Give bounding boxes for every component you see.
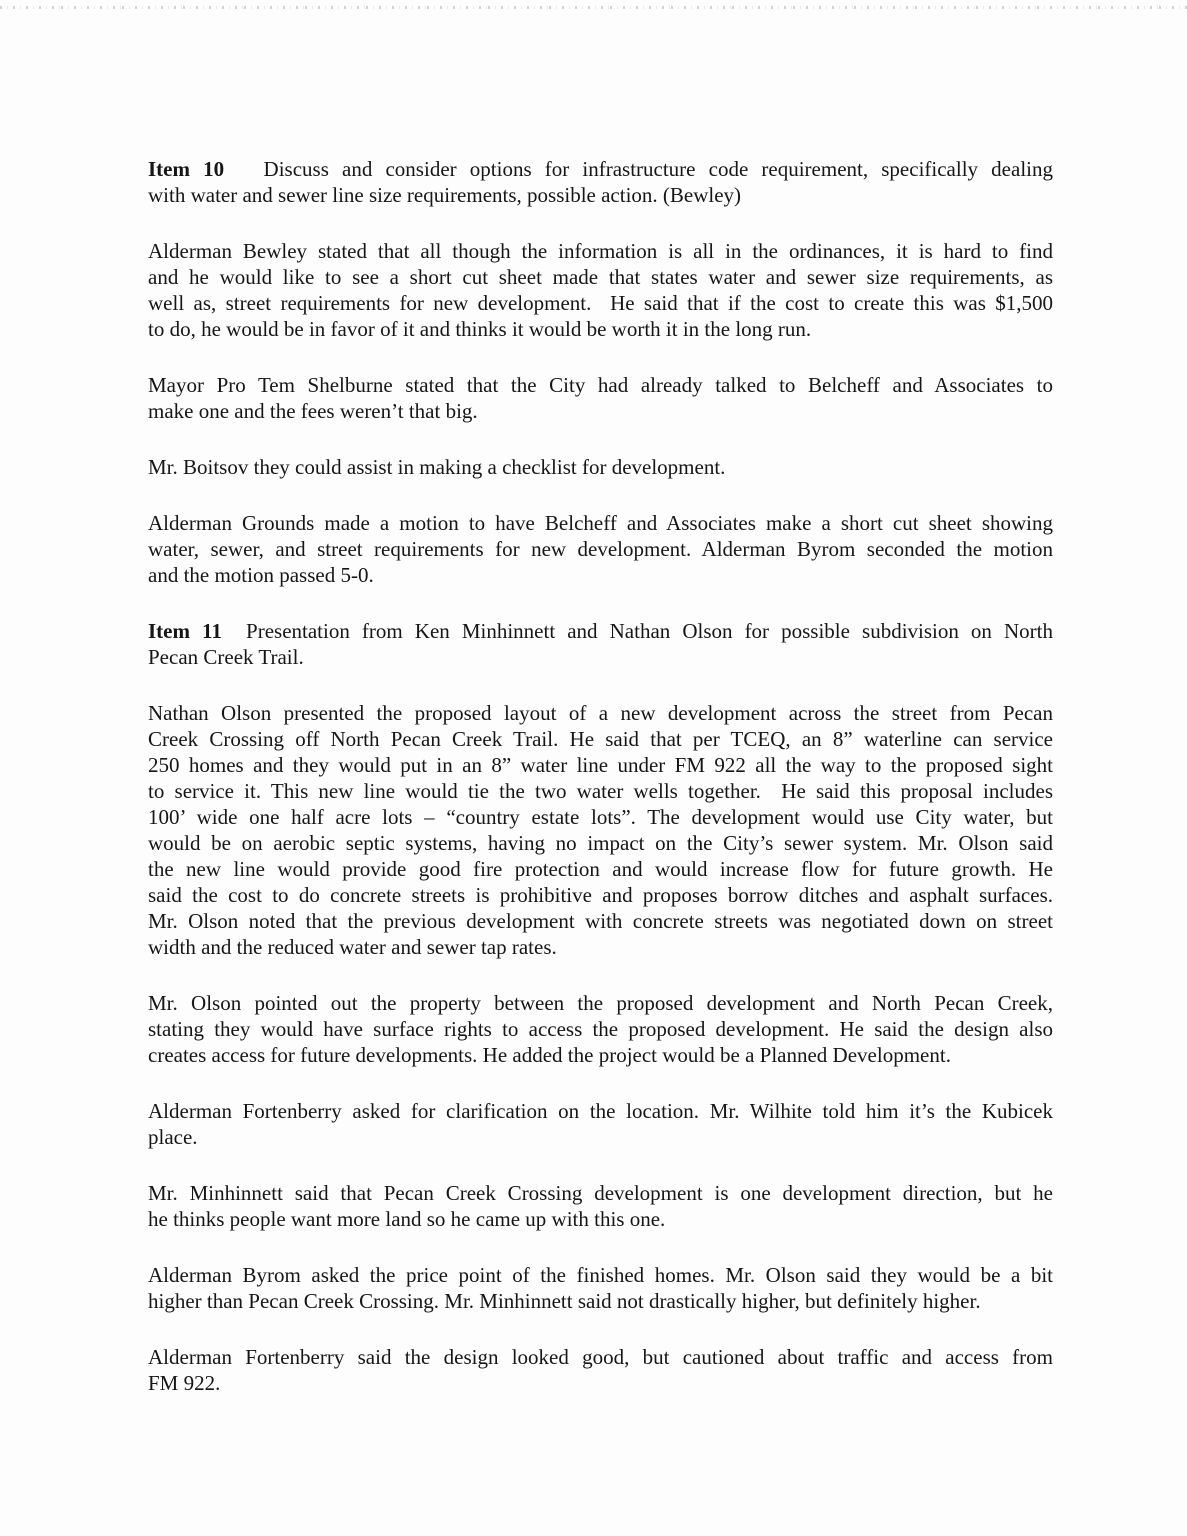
line-text: Presentation from Ken Minhinnett and Nathan Olson for possible subdivision on North [221,619,1053,643]
text-line: to do, he would be in favor of it and thinks it would be worth it in the long run. [148,317,812,341]
text-line: Nathan Olson presented the proposed layout of a new development across the street from Pecan [148,701,1053,725]
text-line: FM 922. [148,1371,221,1395]
paragraph [148,618,1053,670]
text-line: Alderman Fortenberry said the design looked good, but cautioned about traffic and access from [148,1345,1053,1369]
text-line: and he would like to see a short cut sheet made that states water and sewer size requirements, as [148,265,1053,289]
paragraph [148,700,1053,960]
text-line: 100’ wide one half acre lots – “country estate lots”. The development would use City water, but [148,805,1053,829]
text-line: higher than Pecan Creek Crossing. Mr. Minhinnett said not drastically higher, but definitely higher. [148,1289,981,1313]
text-line: creates access for future developments. He added the project would be a Planned Development. [148,1043,951,1067]
text-line: with water and sewer line size requirements, possible action. (Bewley) [148,183,742,207]
text-line: Alderman Grounds made a motion to have Belcheff and Associates make a short cut sheet showing [148,511,1053,535]
text-line: water, sewer, and street requirements for new development. Alderman Byrom seconded the motion [148,537,1053,561]
text-line: make one and the fees weren’t that big. [148,399,478,423]
text-line: Mr. Olson noted that the previous development with concrete streets was negotiated down on street [148,909,1053,933]
text-line: stating they would have surface rights to access the proposed development. He said the design also [148,1017,1053,1041]
line-text: Discuss and consider options for infrastructure code requirement, specifically dealing [224,157,1053,181]
text-line: Creek Crossing off North Pecan Creek Trail. He said that per TCEQ, an 8” waterline can service [148,727,1053,751]
scan-noise-artifact [0,4,1187,11]
paragraph [148,156,1053,208]
text-line: he thinks people want more land so he came up with this one. [148,1207,666,1231]
text-line [148,156,1053,182]
text-line: Mr. Olson pointed out the property between the proposed development and North Pecan Creek, [148,991,1053,1015]
text-line: to service it. This new line would tie the two water wells together. He said this proposal includes [148,779,1053,803]
paragraph [148,238,1053,342]
text-line: Pecan Creek Trail. [148,645,304,669]
paragraph [148,372,1053,424]
text-line [148,618,1053,644]
text-line: Alderman Bewley stated that all though the information is all in the ordinances, it is hard to find [148,239,1053,263]
paragraph [148,454,1053,480]
text-line: would be on aerobic septic systems, having no impact on the City’s sewer system. Mr. Olson said [148,831,1053,855]
text-line: Alderman Fortenberry asked for clarification on the location. Mr. Wilhite told him it’s the Kubicek [148,1099,1053,1123]
text-line: said the cost to do concrete streets is prohibitive and proposes borrow ditches and asphalt surfaces. [148,883,1053,907]
text-line: Mr. Minhinnett said that Pecan Creek Crossing development is one development direction, but he [148,1181,1053,1205]
minutes-text-body [148,156,1053,1426]
item-number-label: Item 10 [148,157,225,181]
paragraph [148,510,1053,588]
text-line: the new line would provide good fire protection and would increase flow for future growth. He [148,857,1053,881]
text-line: and the motion passed 5-0. [148,563,374,587]
text-line: Mr. Boitsov they could assist in making a checklist for development. [148,455,726,479]
text-line: Alderman Byrom asked the price point of the finished homes. Mr. Olson said they would be a bit [148,1263,1053,1287]
text-line: Mayor Pro Tem Shelburne stated that the City had already talked to Belcheff and Associates to [148,373,1053,397]
text-line: 250 homes and they would put in an 8” water line under FM 922 all the way to the proposed sight [148,753,1053,777]
text-line: width and the reduced water and sewer tap rates. [148,935,557,959]
text-line: place. [148,1125,198,1149]
paragraph [148,1098,1053,1150]
paragraph [148,1180,1053,1232]
text-line: well as, street requirements for new development. He said that if the cost to create this was $1,500 [148,291,1053,315]
item-number-label: Item 11 [148,619,222,643]
paragraph [148,1262,1053,1314]
paragraph [148,1344,1053,1396]
paragraph [148,990,1053,1068]
